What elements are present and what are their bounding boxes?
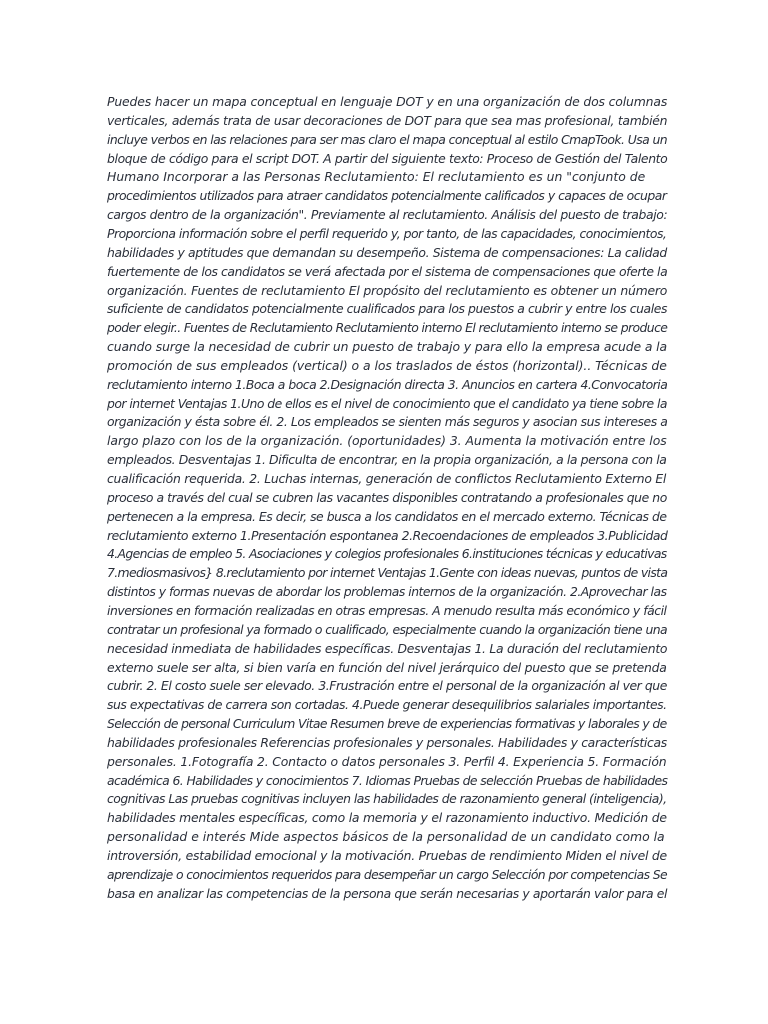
text-line: largo plazo con los de la organización. (oportunidades) 3. Aumenta la motivación entre los — [107, 433, 667, 449]
text-line: introversión, estabilidad emocional y la motivación. Pruebas de rendimiento Miden el nivel de — [107, 848, 667, 863]
text-line: incluye verbos en las relaciones para ser mas claro el mapa conceptual al estilo CmapTook. Usa un — [107, 131, 668, 147]
text-line: cubrir. 2. El costo suele ser elevado. 3.Frustración entre el personal de la organización al ver que — [107, 678, 667, 694]
text-line: Proporciona información sobre el perfil requerido y, por tanto, de las capacidades, conocimientos, — [107, 225, 667, 241]
text-line: habilidades y aptitudes que demandan su desempeño. Sistema de compensaciones: La calidad — [107, 244, 667, 260]
text-line: promoción de sus empleados (vertical) o a los traslados de éstos (horizontal).. Técnicas de — [107, 357, 667, 373]
text-line: Humano Incorporar a las Personas Reclutamiento: El reclutamiento es un "conjunto de — [107, 169, 646, 185]
text-line: fuertemente de los candidatos se verá afectada por el sistema de compensaciones que oferte la — [107, 263, 668, 279]
text-line: bloque de código para el script DOT. A partir del siguiente texto: Proceso de Gestión del Talento — [107, 150, 668, 166]
text-line: académica 6. Habilidades y conocimientos 7. Idiomas Pruebas de selección Pruebas de habilidades — [107, 772, 668, 788]
text-line: reclutamiento interno 1.Boca a boca 2.Designación directa 3. Anuncios en cartera 4.Convocatoria — [107, 376, 668, 392]
text-line: cognitivas Las pruebas cognitivas incluyen las habilidades de razonamiento general (inteligencia), — [107, 791, 667, 807]
text-line: basa en analizar las competencias de la persona que serán necesarias y aportarán valor para el — [107, 885, 668, 901]
text-line: proceso a través del cual se cubren las vacantes disponibles contratando a profesionales que no — [107, 489, 667, 505]
text-line: Puedes hacer un mapa conceptual en lenguaje DOT y en una organización de dos columnas — [107, 94, 668, 109]
text-line: organización y ésta sobre él. 2. Los empleados se sienten más seguros y asocian sus intereses a — [107, 414, 668, 430]
text-line: habilidades profesionales Referencias profesionales y personales. Habilidades y características — [107, 734, 667, 750]
text-line: procedimientos utilizados para atraer candidatos potencialmente calificados y capaces de ocupar — [107, 188, 667, 204]
text-line: necesidad inmediata de habilidades específicas. Desventajas 1. La duración del reclutamiento — [107, 640, 668, 656]
text-line: 7.mediosmasivos} 8.reclutamiento por internet Ventajas 1.Gente con ideas nuevas, puntos de vista — [107, 565, 668, 581]
text-line: aprendizaje o conocimientos requeridos para desempeñar un cargo Selección por competencias Se — [107, 866, 667, 882]
text-line: externo suele ser alta, si bien varía en función del nivel jerárquico del puesto que se pretenda — [107, 659, 667, 675]
text-line: por internet Ventajas 1.Uno de ellos es el nivel de conocimiento que el candidato ya tiene sobre la — [107, 395, 667, 411]
text-line: verticales, además trata de usar decoraciones de DOT para que sea mas profesional, también — [107, 112, 668, 128]
text-line: habilidades mentales específicas, como la memoria y el razonamiento inductivo. Medición de — [107, 810, 667, 826]
text-line: personales. 1.Fotografía 2. Contacto o datos personales 3. Perfil 4. Experiencia 5. Formación — [107, 753, 667, 769]
text-line: Selección de personal Curriculum Vitae Resumen breve de experiencias formativas y laborales y de — [107, 716, 667, 732]
text-line: empleados. Desventajas 1. Dificulta de encontrar, en la propia organización, a la persona con la — [107, 452, 667, 468]
text-line: organización. Fuentes de reclutamiento El propósito del reclutamiento es obtener un número — [107, 282, 668, 298]
text-line: contratar un profesional ya formado o cualificado, especialmente cuando la organización tiene una — [107, 621, 668, 637]
text-line: cargos dentro de la organización". Previamente al reclutamiento. Análisis del puesto de trabajo: — [107, 207, 668, 223]
text-line: suficiente de candidatos potencialmente cualificados para los puestos a cubrir y entre los cuales — [107, 301, 667, 317]
text-line: personalidad e interés Mide aspectos básicos de la personalidad de un candidato como la — [107, 829, 665, 845]
text-line: distintos y formas nuevas de abordar los problemas internos de la organización. 2.Aprovechar las — [107, 584, 667, 600]
text-line: cualificación requerida. 2. Luchas internas, generación de conflictos Reclutamiento Externo El — [107, 471, 667, 486]
text-line: poder elegir.. Fuentes de Reclutamiento Reclutamiento interno El reclutamiento interno se produce — [107, 320, 668, 336]
text-line: inversiones en formación realizadas en otras empresas. A menudo resulta más económico y fácil — [107, 602, 667, 618]
text-line: reclutamiento externo 1.Presentación espontanea 2.Recoendaciones de empleados 3.Publicidad — [107, 527, 668, 543]
text-line: 4.Agencias de empleo 5. Asociaciones y colegios profesionales 6.instituciones técnicas y educativas — [107, 546, 667, 562]
text-line: sus expectativas de carrera son cortadas. 4.Puede generar desequilibrios salariales importantes. — [107, 697, 667, 713]
text-line: pertenecen a la empresa. Es decir, se busca a los candidatos en el mercado externo. Técnicas de — [107, 508, 667, 524]
text-line: cuando surge la necesidad de cubrir un puesto de trabajo y para ello la empresa acude a la — [107, 339, 667, 355]
